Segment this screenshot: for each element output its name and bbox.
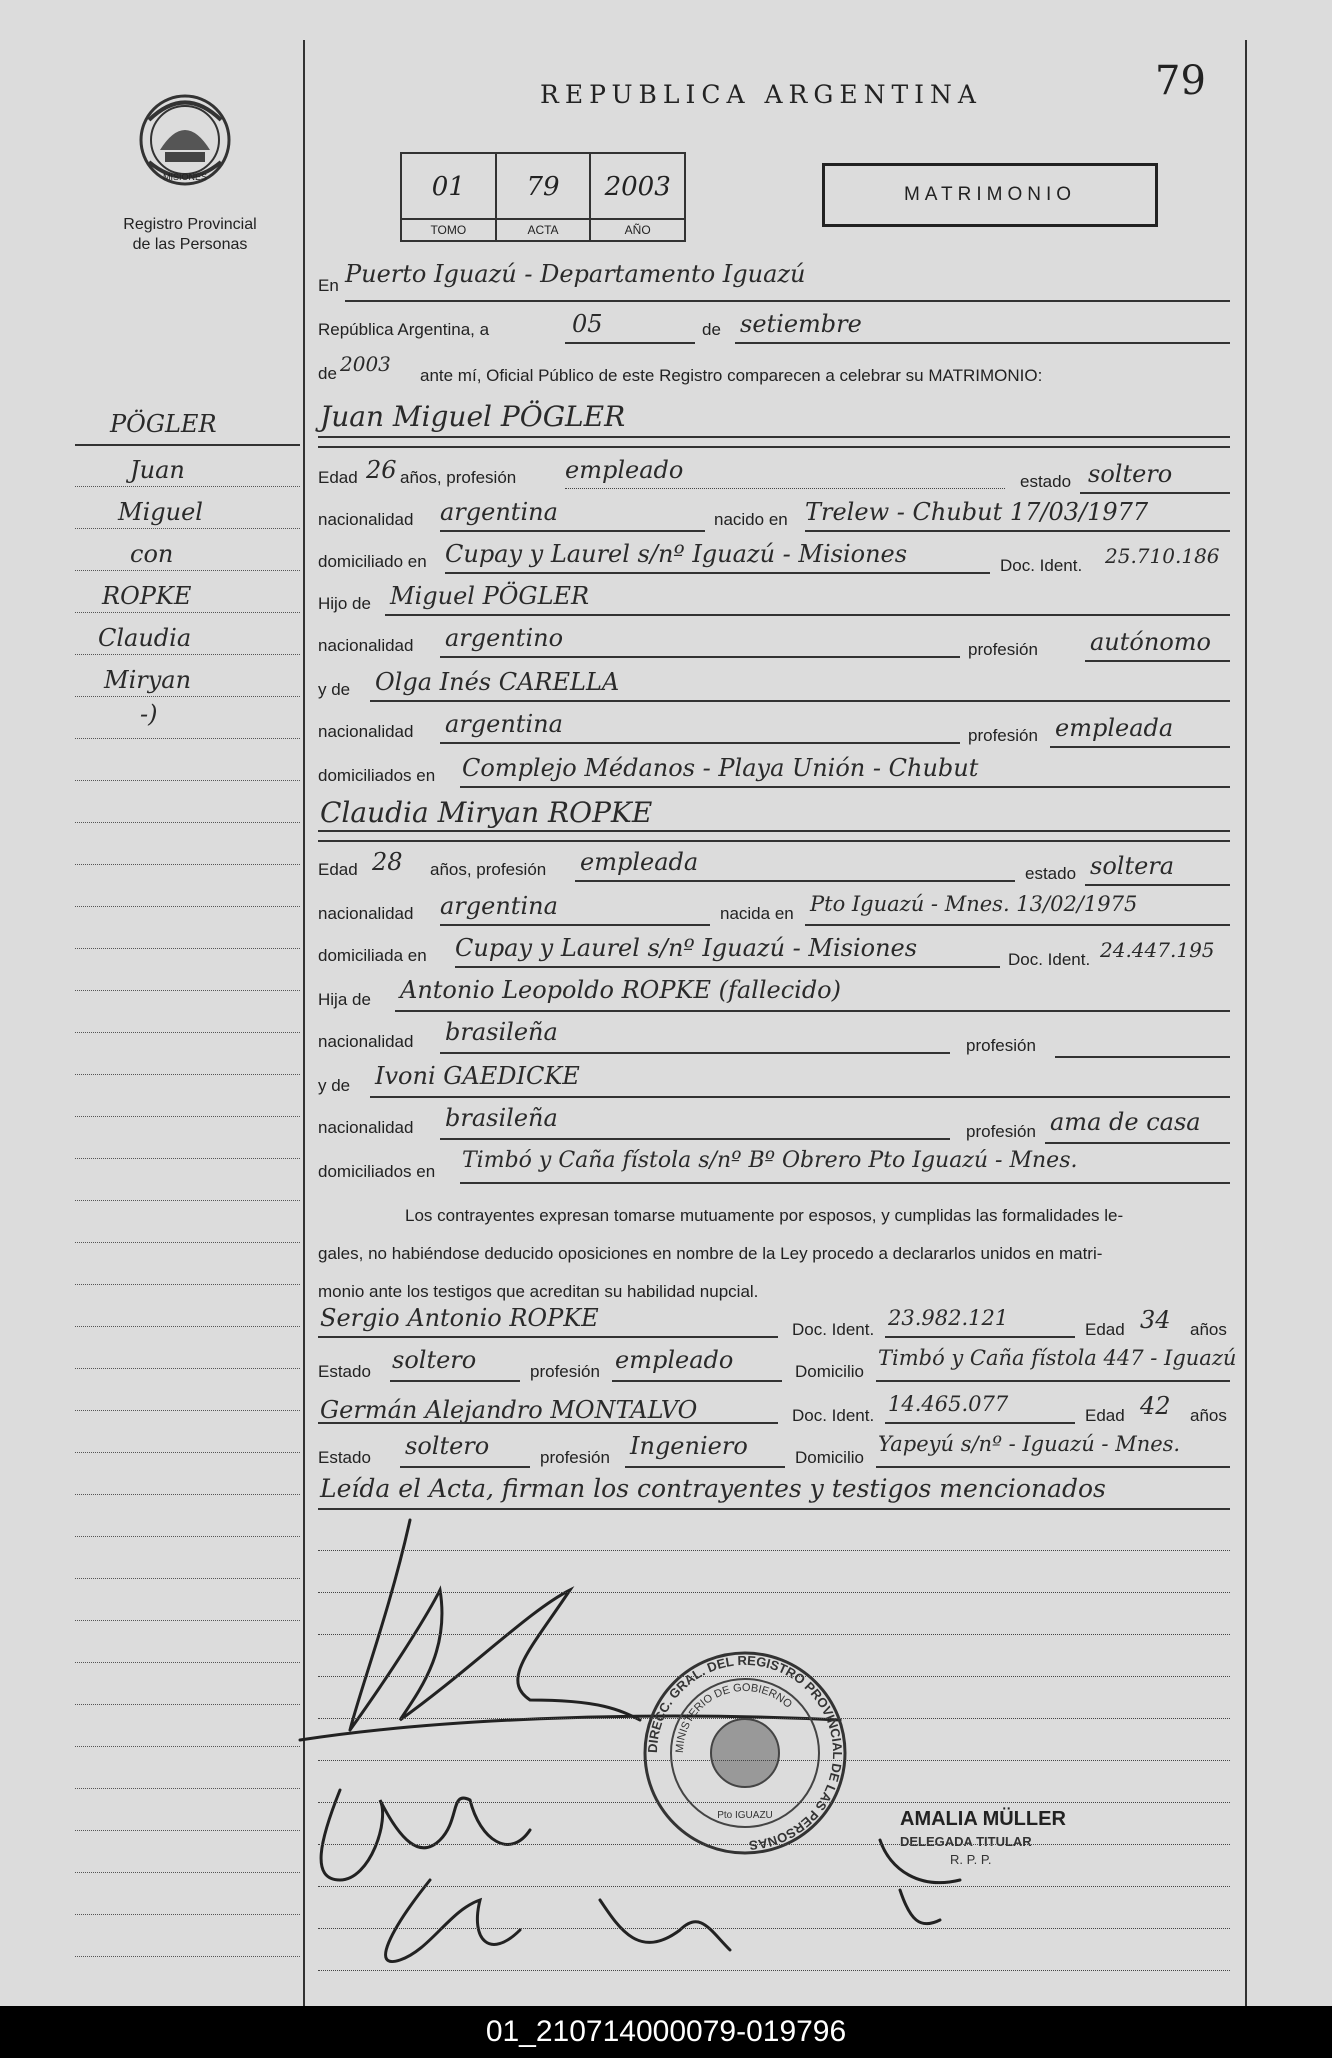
signature-scribble-5 [600, 1900, 730, 1950]
bride-age: 28 [372, 848, 403, 876]
margin-note-4: con [130, 540, 174, 568]
groom-edad-label: Edad [318, 468, 358, 487]
bride-mother-prof: ama de casa [1050, 1108, 1201, 1136]
margin-rule-line [75, 1074, 300, 1075]
registry-line2: de las Personas [132, 236, 248, 253]
rule-line [575, 880, 1015, 882]
witness2-estado-label: Estado [318, 1448, 371, 1467]
bride-nac-label: nacionalidad [318, 904, 414, 923]
rule-line [440, 1052, 950, 1054]
witness2-age: 42 [1140, 1392, 1171, 1420]
margin-rule-line [75, 1494, 300, 1495]
ruled-line [318, 1634, 1230, 1635]
groom-mother-nac: argentina [445, 710, 563, 738]
margin-rule-line [75, 948, 300, 949]
rule-line [1055, 1056, 1230, 1058]
seal-caption: MISIONES [162, 172, 208, 182]
rule-line [318, 840, 1230, 842]
tomo-cell [402, 154, 497, 240]
page-title: REPUBLICA ARGENTINA [540, 80, 982, 109]
bride-domicile: Cupay y Laurel s/nº Iguazú - Misiones [455, 934, 918, 962]
rule-line [612, 1380, 782, 1382]
margin-rule-line [75, 1032, 300, 1033]
rule-line [318, 1422, 778, 1424]
margin-rule-line [75, 444, 300, 446]
margin-rule-line [75, 1116, 300, 1117]
rule-line [1080, 492, 1230, 494]
rule-line [440, 530, 705, 532]
bride-mother-prof-label: profesión [966, 1122, 1036, 1141]
margin-rule-line [75, 1872, 300, 1873]
bride-nationality: argentina [440, 892, 558, 920]
witness1-edad-label: Edad [1085, 1320, 1125, 1339]
bride-estado: soltera [1090, 852, 1175, 880]
margin-rule-line [75, 1704, 300, 1705]
closing-text: Leída el Acta, firman los contrayentes y testigos mencionados [320, 1474, 1106, 1503]
document-type-box: MATRIMONIO [822, 163, 1158, 227]
en-label: En [318, 276, 339, 295]
margin-rule-line [75, 696, 300, 697]
groom-mother: Olga Inés CARELLA [375, 668, 620, 696]
ano-cell [591, 154, 684, 240]
rule-line [318, 446, 1230, 448]
rule-line [805, 530, 1230, 532]
officer-title: DELEGADA TITULAR [900, 1834, 1032, 1849]
bride-father: Antonio Leopoldo ROPKE (fallecido) [400, 976, 841, 1004]
margin-rule-line [75, 528, 300, 529]
groom-mother-prof-label: profesión [968, 726, 1038, 745]
witness2-edad-label: Edad [1085, 1406, 1125, 1425]
margin-rule-line [75, 612, 300, 613]
rule-line [318, 436, 1230, 438]
bride-father-prof-label: profesión [966, 1036, 1036, 1055]
margin-rule-line [75, 654, 300, 655]
signature-scribble-4 [386, 1880, 520, 1962]
rule-line [885, 1336, 1075, 1338]
rule-line [385, 614, 1230, 616]
declaration-line1: Los contrayentes expresan tomarse mutuamente por esposos, y cumplidas las formalidades le- [405, 1206, 1124, 1225]
rule-line [370, 700, 1230, 702]
witness1-age: 34 [1140, 1306, 1171, 1334]
margin-rule-line [75, 864, 300, 865]
bride-father-nac-label: nacionalidad [318, 1032, 414, 1051]
ruled-line [318, 1970, 1230, 1971]
margin-rule-line [75, 1830, 300, 1831]
witness2-anos: años [1190, 1406, 1227, 1425]
acta-value: 79 [526, 172, 560, 202]
groom-doc: 25.710.186 [1105, 544, 1220, 568]
ano-value: 2003 [604, 172, 671, 202]
margin-rule-line [75, 486, 300, 487]
rule-line [440, 924, 710, 926]
ruled-line [318, 1802, 1230, 1803]
ano-label: AÑO [591, 218, 684, 240]
rule-line [440, 1138, 950, 1140]
witness1-name: Sergio Antonio ROPKE [320, 1304, 599, 1332]
groom-anos-label: años, profesión [400, 468, 517, 487]
record-number-box [400, 152, 686, 242]
bride-anos-label: años, profesión [430, 860, 547, 879]
stamp-ring-text: DIRECC. GRAL. DEL REGISTRO PROVINCIAL DE LAS PERSONAS [644, 1652, 846, 1853]
dotted-line [565, 488, 1005, 489]
registry-line1: Registro Provincial [123, 216, 257, 233]
ruled-line [318, 1886, 1230, 1887]
rule-line [440, 742, 960, 744]
bride-mother-nac-label: nacionalidad [318, 1118, 414, 1137]
groom-doms-label: domiciliados en [318, 766, 436, 785]
groom-father-nac: argentino [445, 624, 564, 652]
bride-parents-domicile: Timbó y Caña fístola s/nº Bº Obrero Pto Iguazú - Mnes. [462, 1148, 1078, 1173]
groom-mother-prof: empleada [1055, 714, 1174, 742]
officer-org: R. P. P. [950, 1852, 992, 1867]
margin-note-3: Miguel [118, 498, 203, 526]
ruled-line [318, 1760, 1230, 1761]
bride-doms-label: domiciliados en [318, 1162, 436, 1181]
margin-rule-line [75, 780, 300, 781]
document-id-footer: 01_210714000079-019796 [0, 2006, 1332, 2058]
witness2-doc-label: Doc. Ident. [792, 1406, 875, 1425]
rule-line [345, 300, 1230, 302]
witness2-dom-label: Domicilio [795, 1448, 864, 1467]
groom-father: Miguel PÖGLER [390, 582, 590, 610]
bride-doc: 24.447.195 [1100, 938, 1215, 962]
margin-rule-line [75, 1578, 300, 1579]
ruled-line [318, 1928, 1230, 1929]
witness2-domicile: Yapeyú s/nº - Iguazú - Mnes. [878, 1432, 1181, 1456]
stamp-location: Pto IGUAZU [717, 1810, 773, 1821]
margin-rule-line [75, 1284, 300, 1285]
groom-doc-label: Doc. Ident. [1000, 556, 1083, 575]
rule-line [318, 830, 1230, 832]
groom-estado: soltero [1088, 460, 1173, 488]
year-value: 2003 [340, 352, 391, 376]
margin-rule-line [75, 1788, 300, 1789]
witness2-prof-label: profesión [540, 1448, 610, 1467]
witness1-doc-label: Doc. Ident. [792, 1320, 875, 1339]
margin-rule-line [75, 570, 300, 571]
witness2-estado: soltero [405, 1432, 490, 1460]
bride-name: Claudia Miryan ROPKE [320, 796, 653, 829]
margin-rule-line [75, 1956, 300, 1957]
bride-mother: Ivoni GAEDICKE [375, 1062, 580, 1090]
bride-dom-label: domiciliada en [318, 946, 427, 965]
bride-nacida-label: nacida en [720, 904, 794, 923]
official-stamp-icon [640, 1648, 850, 1858]
rule-line [885, 1422, 1075, 1424]
margin-note-6: Claudia [98, 624, 192, 652]
groom-hijo-label: Hijo de [318, 594, 371, 613]
rule-line [370, 1096, 1230, 1098]
rule-line [395, 1010, 1230, 1012]
ante-text: ante mí, Oficial Público de este Registro comparecen a celebrar su MATRIMONIO: [420, 366, 1043, 385]
margin-rule-line [75, 1914, 300, 1915]
rule-line [1045, 1142, 1230, 1144]
acta-label: ACTA [497, 218, 590, 240]
witness1-domicile: Timbó y Caña fístola 447 - Iguazú [878, 1346, 1237, 1370]
groom-father-prof: autónomo [1090, 628, 1211, 656]
de-label: de [702, 320, 721, 339]
rule-line [455, 966, 1000, 968]
de2-label: de [318, 364, 337, 383]
margin-rule-line [75, 1368, 300, 1369]
bride-father-nac: brasileña [445, 1018, 558, 1046]
groom-mother-nac-label: nacionalidad [318, 722, 414, 741]
ruled-line [318, 1676, 1230, 1677]
groom-father-nac-label: nacionalidad [318, 636, 414, 655]
rule-line [460, 786, 1230, 788]
groom-parents-domicile: Complejo Médanos - Playa Unión - Chubut [462, 754, 979, 782]
margin-rule-line [75, 906, 300, 907]
registry-label [90, 215, 290, 255]
witness1-estado-label: Estado [318, 1362, 371, 1381]
rule-line [565, 342, 695, 344]
signature-scribble-3 [321, 1790, 530, 1880]
groom-profession: empleado [565, 456, 684, 484]
rule-line [876, 1380, 1230, 1382]
margin-rule-line [75, 1158, 300, 1159]
rule-line [1085, 660, 1230, 662]
declaration-line2: gales, no habiéndose deducido oposiciones en nombre de la Ley procedo a declararlos unidos en matri- [318, 1244, 1103, 1263]
bride-yde-label: y de [318, 1076, 351, 1095]
margin-note-1: PÖGLER [110, 410, 217, 438]
groom-name: Juan Miguel PÖGLER [320, 400, 626, 433]
groom-nationality: argentina [440, 498, 558, 526]
margin-rule-line [75, 1410, 300, 1411]
rule-line [460, 1182, 1230, 1184]
groom-age: 26 [366, 456, 397, 484]
groom-father-prof-label: profesión [968, 640, 1038, 659]
witness1-doc: 23.982.121 [888, 1306, 1009, 1330]
margin-note-5: ROPKE [102, 582, 192, 610]
margin-note-7: Miryan [104, 666, 192, 694]
witness2-name: Germán Alejandro MONTALVO [320, 1396, 698, 1424]
margin-rule-line [75, 822, 300, 823]
groom-nacido-label: nacido en [714, 510, 788, 529]
tomo-label: TOMO [402, 218, 495, 240]
bride-doc-label: Doc. Ident. [1008, 950, 1091, 969]
rule-line [440, 656, 960, 658]
ruled-line [318, 1718, 1230, 1719]
bride-profession: empleada [580, 848, 699, 876]
margin-note-8: -) [140, 700, 158, 728]
rule-line [318, 1336, 778, 1338]
groom-yde-label: y de [318, 680, 351, 699]
bride-mother-nac: brasileña [445, 1104, 558, 1132]
province-seal-icon [135, 90, 235, 190]
margin-rule-line [75, 1242, 300, 1243]
margin-rule-line [75, 1536, 300, 1537]
ruled-line [318, 1592, 1230, 1593]
witness1-anos: años [1190, 1320, 1227, 1339]
groom-estado-label: estado [1020, 472, 1072, 491]
groom-birth: Trelew - Chubut 17/03/1977 [805, 498, 1149, 526]
bride-hija-label: Hija de [318, 990, 371, 1009]
signature-scribble-1 [350, 1520, 640, 1730]
witness1-profession: empleado [615, 1346, 734, 1374]
groom-domicile: Cupay y Laurel s/nº Iguazú - Misiones [445, 540, 908, 568]
margin-rule-line [75, 1746, 300, 1747]
groom-nac-label: nacionalidad [318, 510, 414, 529]
rule-line [390, 1380, 520, 1382]
margin-rule-line [75, 1662, 300, 1663]
rule-line [445, 572, 990, 574]
rule-line [805, 924, 1230, 926]
groom-dom-label: domiciliado en [318, 552, 427, 571]
republic-label: República Argentina, a [318, 320, 490, 339]
day-value: 05 [572, 310, 603, 338]
margin-rule-line [75, 1452, 300, 1453]
bride-estado-label: estado [1025, 864, 1077, 883]
rule-line [1085, 884, 1230, 886]
ruled-line [318, 1844, 1230, 1845]
rule-line [1050, 746, 1230, 748]
signature-scribble-6 [880, 1840, 960, 1924]
witness1-estado: soltero [392, 1346, 477, 1374]
acta-cell [497, 154, 592, 240]
witness1-dom-label: Domicilio [795, 1362, 864, 1381]
place-value: Puerto Iguazú - Departamento Iguazú [345, 260, 806, 288]
margin-rule-line [75, 1620, 300, 1621]
declaration-line3: monio ante los testigos que acreditan su habilidad nupcial. [318, 1282, 759, 1301]
witness1-prof-label: profesión [530, 1362, 600, 1381]
margin-note-2: Juan [130, 456, 185, 484]
margin-rule-line [75, 990, 300, 991]
officer-name: AMALIA MÜLLER [900, 1808, 1066, 1830]
bride-birth: Pto Iguazú - Mnes. 13/02/1975 [810, 892, 1138, 916]
bride-edad-label: Edad [318, 860, 358, 879]
witness2-profession: Ingeniero [630, 1432, 748, 1460]
tomo-value: 01 [431, 172, 465, 202]
margin-rule-line [75, 1326, 300, 1327]
page-number: 79 [1155, 58, 1206, 104]
witness2-doc: 14.465.077 [888, 1392, 1009, 1416]
rule-line [735, 342, 1230, 344]
margin-rule-line [75, 1200, 300, 1201]
ruled-line [318, 1550, 1230, 1551]
stamp-inner-text: MINISTERIO DE GOBIERNO [673, 1681, 795, 1754]
margin-rule-line [75, 738, 300, 739]
month-value: setiembre [740, 310, 862, 338]
